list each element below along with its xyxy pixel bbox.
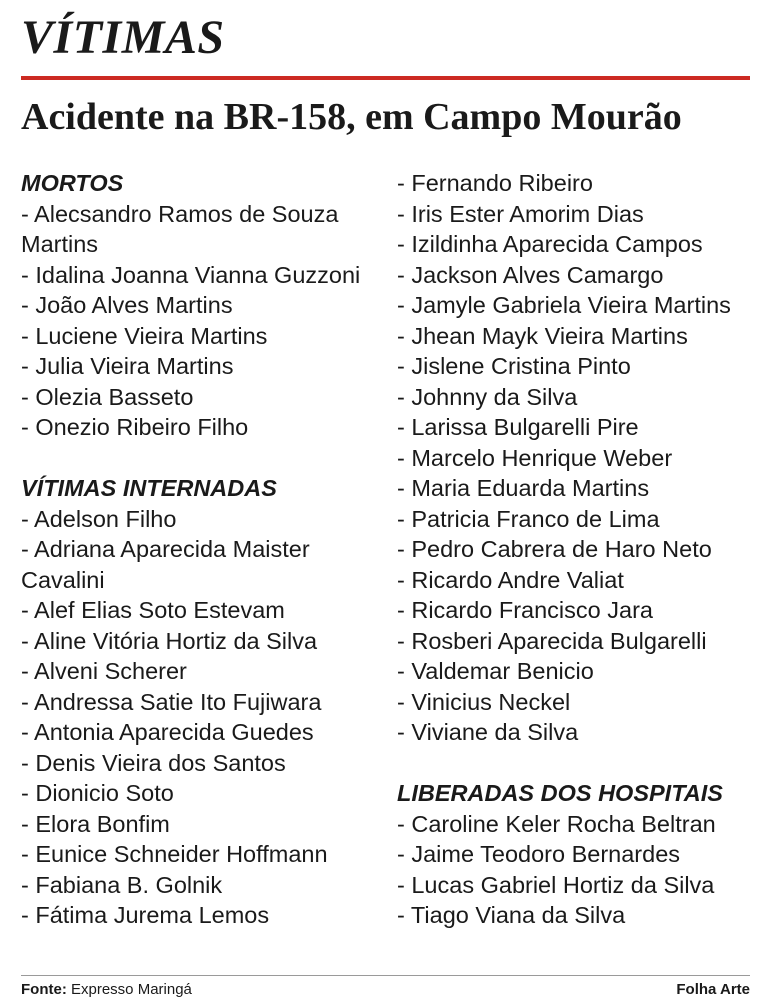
- list-item: - Viviane da Silva: [397, 719, 579, 745]
- section-title-liberadas: LIBERADAS DOS HOSPITAIS: [397, 780, 723, 806]
- list-item: - Alecsandro Ramos de Souza Martins: [21, 200, 339, 257]
- list-item: - Dionicio Soto: [21, 780, 174, 806]
- list-item: - Patricia Franco de Lima: [397, 505, 660, 532]
- list-item: - Rosberi Aparecida Bulgarelli: [397, 627, 707, 654]
- list-item: - Larissa Bulgarelli Pire: [397, 414, 639, 440]
- accent-rule: [21, 76, 750, 80]
- list-item: - Fátima Jurema Lemos: [21, 902, 270, 928]
- list-item: - Iris Ester Amorim Dias: [397, 200, 644, 227]
- list-item: - Elora Bonfim: [21, 810, 170, 837]
- source-text: Expresso Maringá: [71, 981, 192, 998]
- list-item: - Tiago Viana da Silva: [397, 902, 626, 928]
- list-item: - Jaime Teodoro Bernardes: [397, 841, 681, 867]
- section-title-internadas: VÍTIMAS INTERNADAS: [21, 475, 277, 501]
- source-label: Fonte:: [21, 981, 67, 998]
- list-item: - Valdemar Benicio: [397, 658, 594, 684]
- list-item: - Olezia Basseto: [21, 383, 194, 410]
- list-item: - Maria Eduarda Martins: [397, 475, 650, 501]
- list-item: - Johnny da Silva: [397, 383, 578, 410]
- list-item: - Izildinha Aparecida Campos: [397, 231, 703, 257]
- list-item: - Ricardo Andre Valiat: [397, 566, 624, 593]
- list-item: - Lucas Gabriel Hortiz da Silva: [397, 871, 715, 898]
- list-item: - Vinicius Neckel: [397, 688, 571, 715]
- section-title-mortos: MORTOS: [21, 170, 124, 196]
- list-item: - Fernando Ribeiro: [397, 170, 593, 196]
- headline: Acidente na BR-158, em Campo Mourão: [21, 96, 682, 138]
- left-column: [21, 168, 381, 931]
- list-item: - Jamyle Gabriela Vieira Martins: [397, 292, 731, 318]
- right-column: [397, 168, 757, 931]
- list-item: - Julia Vieira Martins: [21, 353, 234, 379]
- list-item: - Adelson Filho: [21, 505, 177, 532]
- kicker-title: VÍTIMAS: [21, 11, 225, 64]
- list-item: - Antonia Aparecida Guedes: [21, 719, 314, 745]
- list-item: - Aline Vitória Hortiz da Silva: [21, 627, 318, 654]
- section-spacer: [21, 443, 381, 474]
- list-item: - Onezio Ribeiro Filho: [21, 414, 249, 440]
- list-item: - Jhean Mayk Vieira Martins: [397, 322, 688, 349]
- list-item: - Andressa Satie Ito Fujiwara: [21, 688, 322, 715]
- list-item: - Adriana Aparecida Maister Cavalini: [21, 536, 310, 593]
- list-item: - Pedro Cabrera de Haro Neto: [397, 536, 712, 562]
- footer-rule: [21, 975, 750, 976]
- list-item: - Fabiana B. Golnik: [21, 871, 223, 898]
- list-item: - Alveni Scherer: [21, 658, 187, 684]
- list-item: - Alef Elias Soto Estevam: [21, 597, 285, 623]
- art-credit: Folha Arte: [676, 981, 750, 998]
- section-spacer: [397, 748, 757, 779]
- list-item: - Idalina Joanna Vianna Guzzoni: [21, 261, 361, 288]
- list-item: - Eunice Schneider Hoffmann: [21, 841, 328, 867]
- source-credit: [21, 981, 192, 999]
- list-item: - Luciene Vieira Martins: [21, 322, 268, 349]
- list-item: - Denis Vieira dos Santos: [21, 749, 286, 776]
- list-item: - Ricardo Francisco Jara: [397, 597, 653, 623]
- list-item: - Jislene Cristina Pinto: [397, 353, 631, 379]
- list-item: - Jackson Alves Camargo: [397, 261, 664, 288]
- list-item: - João Alves Martins: [21, 292, 233, 318]
- list-item: - Caroline Keler Rocha Beltran: [397, 810, 716, 837]
- list-item: - Marcelo Henrique Weber: [397, 444, 673, 471]
